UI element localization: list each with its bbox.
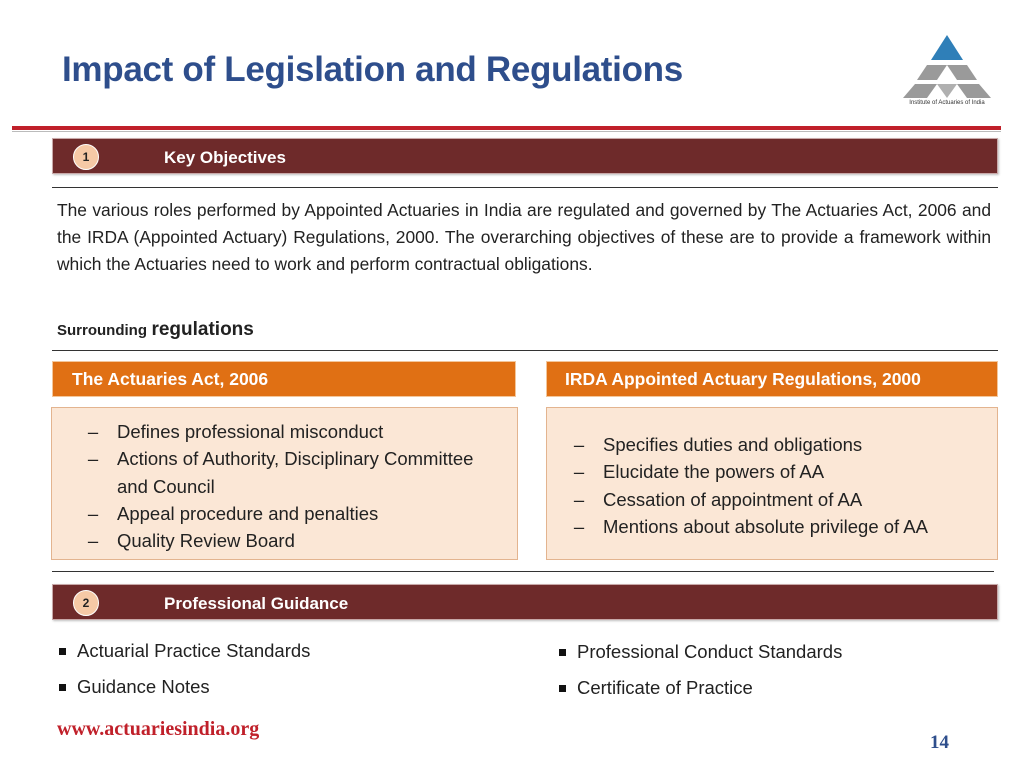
list-item: – Elucidate the powers of AA xyxy=(573,461,825,483)
list-item: Professional Conduct Standards xyxy=(557,640,842,676)
irda-regulations-box xyxy=(546,407,998,560)
bullet-square-icon xyxy=(559,649,566,656)
divider-line xyxy=(52,350,998,351)
bullet-square-icon xyxy=(59,648,66,655)
list-item: – Actions of Authority, Disciplinary Committee and Council xyxy=(87,448,474,497)
title-divider-red xyxy=(12,126,1001,130)
guidance-list-right xyxy=(557,640,842,712)
regulations-label: regulations xyxy=(151,319,254,340)
title-divider-grey xyxy=(12,131,1001,132)
list-item: – Quality Review Board xyxy=(87,530,295,552)
irda-regulations-heading: IRDA Appointed Actuary Regulations, 2000 xyxy=(546,361,998,397)
section-label: Key Objectives xyxy=(164,148,286,167)
divider-line xyxy=(52,187,998,188)
section-label: Professional Guidance xyxy=(164,594,349,613)
page-number: 14 xyxy=(930,732,949,753)
logo-center xyxy=(937,84,957,98)
section-number-badge: 1 xyxy=(73,144,99,170)
logo-right-shape xyxy=(947,65,977,80)
section-bar-key-objectives xyxy=(52,138,998,174)
logo-left-shape xyxy=(917,65,947,80)
guidance-list-left xyxy=(57,639,310,711)
logo-top-triangle xyxy=(931,35,963,60)
list-item: – Specifies duties and obligations xyxy=(573,434,863,455)
logo-bottom-left xyxy=(903,84,937,98)
list-item: – Appeal procedure and penalties xyxy=(87,502,379,524)
surrounding-regulations-heading xyxy=(57,319,254,341)
list-item: Guidance Notes xyxy=(57,675,310,711)
actuaries-act-heading: The Actuaries Act, 2006 xyxy=(52,361,516,397)
list-item: Actuarial Practice Standards xyxy=(57,639,310,675)
logo-caption: Institute of Actuaries of India xyxy=(909,100,985,106)
slide-title: Impact of Legislation and Regulations xyxy=(62,50,683,89)
section-bar-professional-guidance xyxy=(52,584,998,620)
list-item: – Mentions about absolute privilege of AA xyxy=(573,515,928,537)
surrounding-label: Surrounding xyxy=(57,322,147,339)
list-item: – Defines professional misconduct xyxy=(87,421,384,442)
list-item: – Cessation of appointment of AA xyxy=(573,488,863,510)
logo-bottom-right xyxy=(957,84,991,98)
divider-line xyxy=(52,571,994,572)
bullet-square-icon xyxy=(559,685,566,692)
section-number-badge: 2 xyxy=(73,590,99,616)
list-item: Certificate of Practice xyxy=(557,676,842,712)
bullet-square-icon xyxy=(59,684,66,691)
key-objectives-paragraph: The various roles performed by Appointed Actuaries in India are regulated and governed by The Actuaries Act, 2006 and the IRDA (Appointed Actuary) Regulations, 2000. The overarching objectives of these are to provide a framework within which the Actuaries need to work and perform contractual obligations. xyxy=(57,200,991,274)
actuaries-act-box xyxy=(51,407,518,560)
footer-website-link[interactable]: www.actuariesindia.org xyxy=(57,718,260,740)
